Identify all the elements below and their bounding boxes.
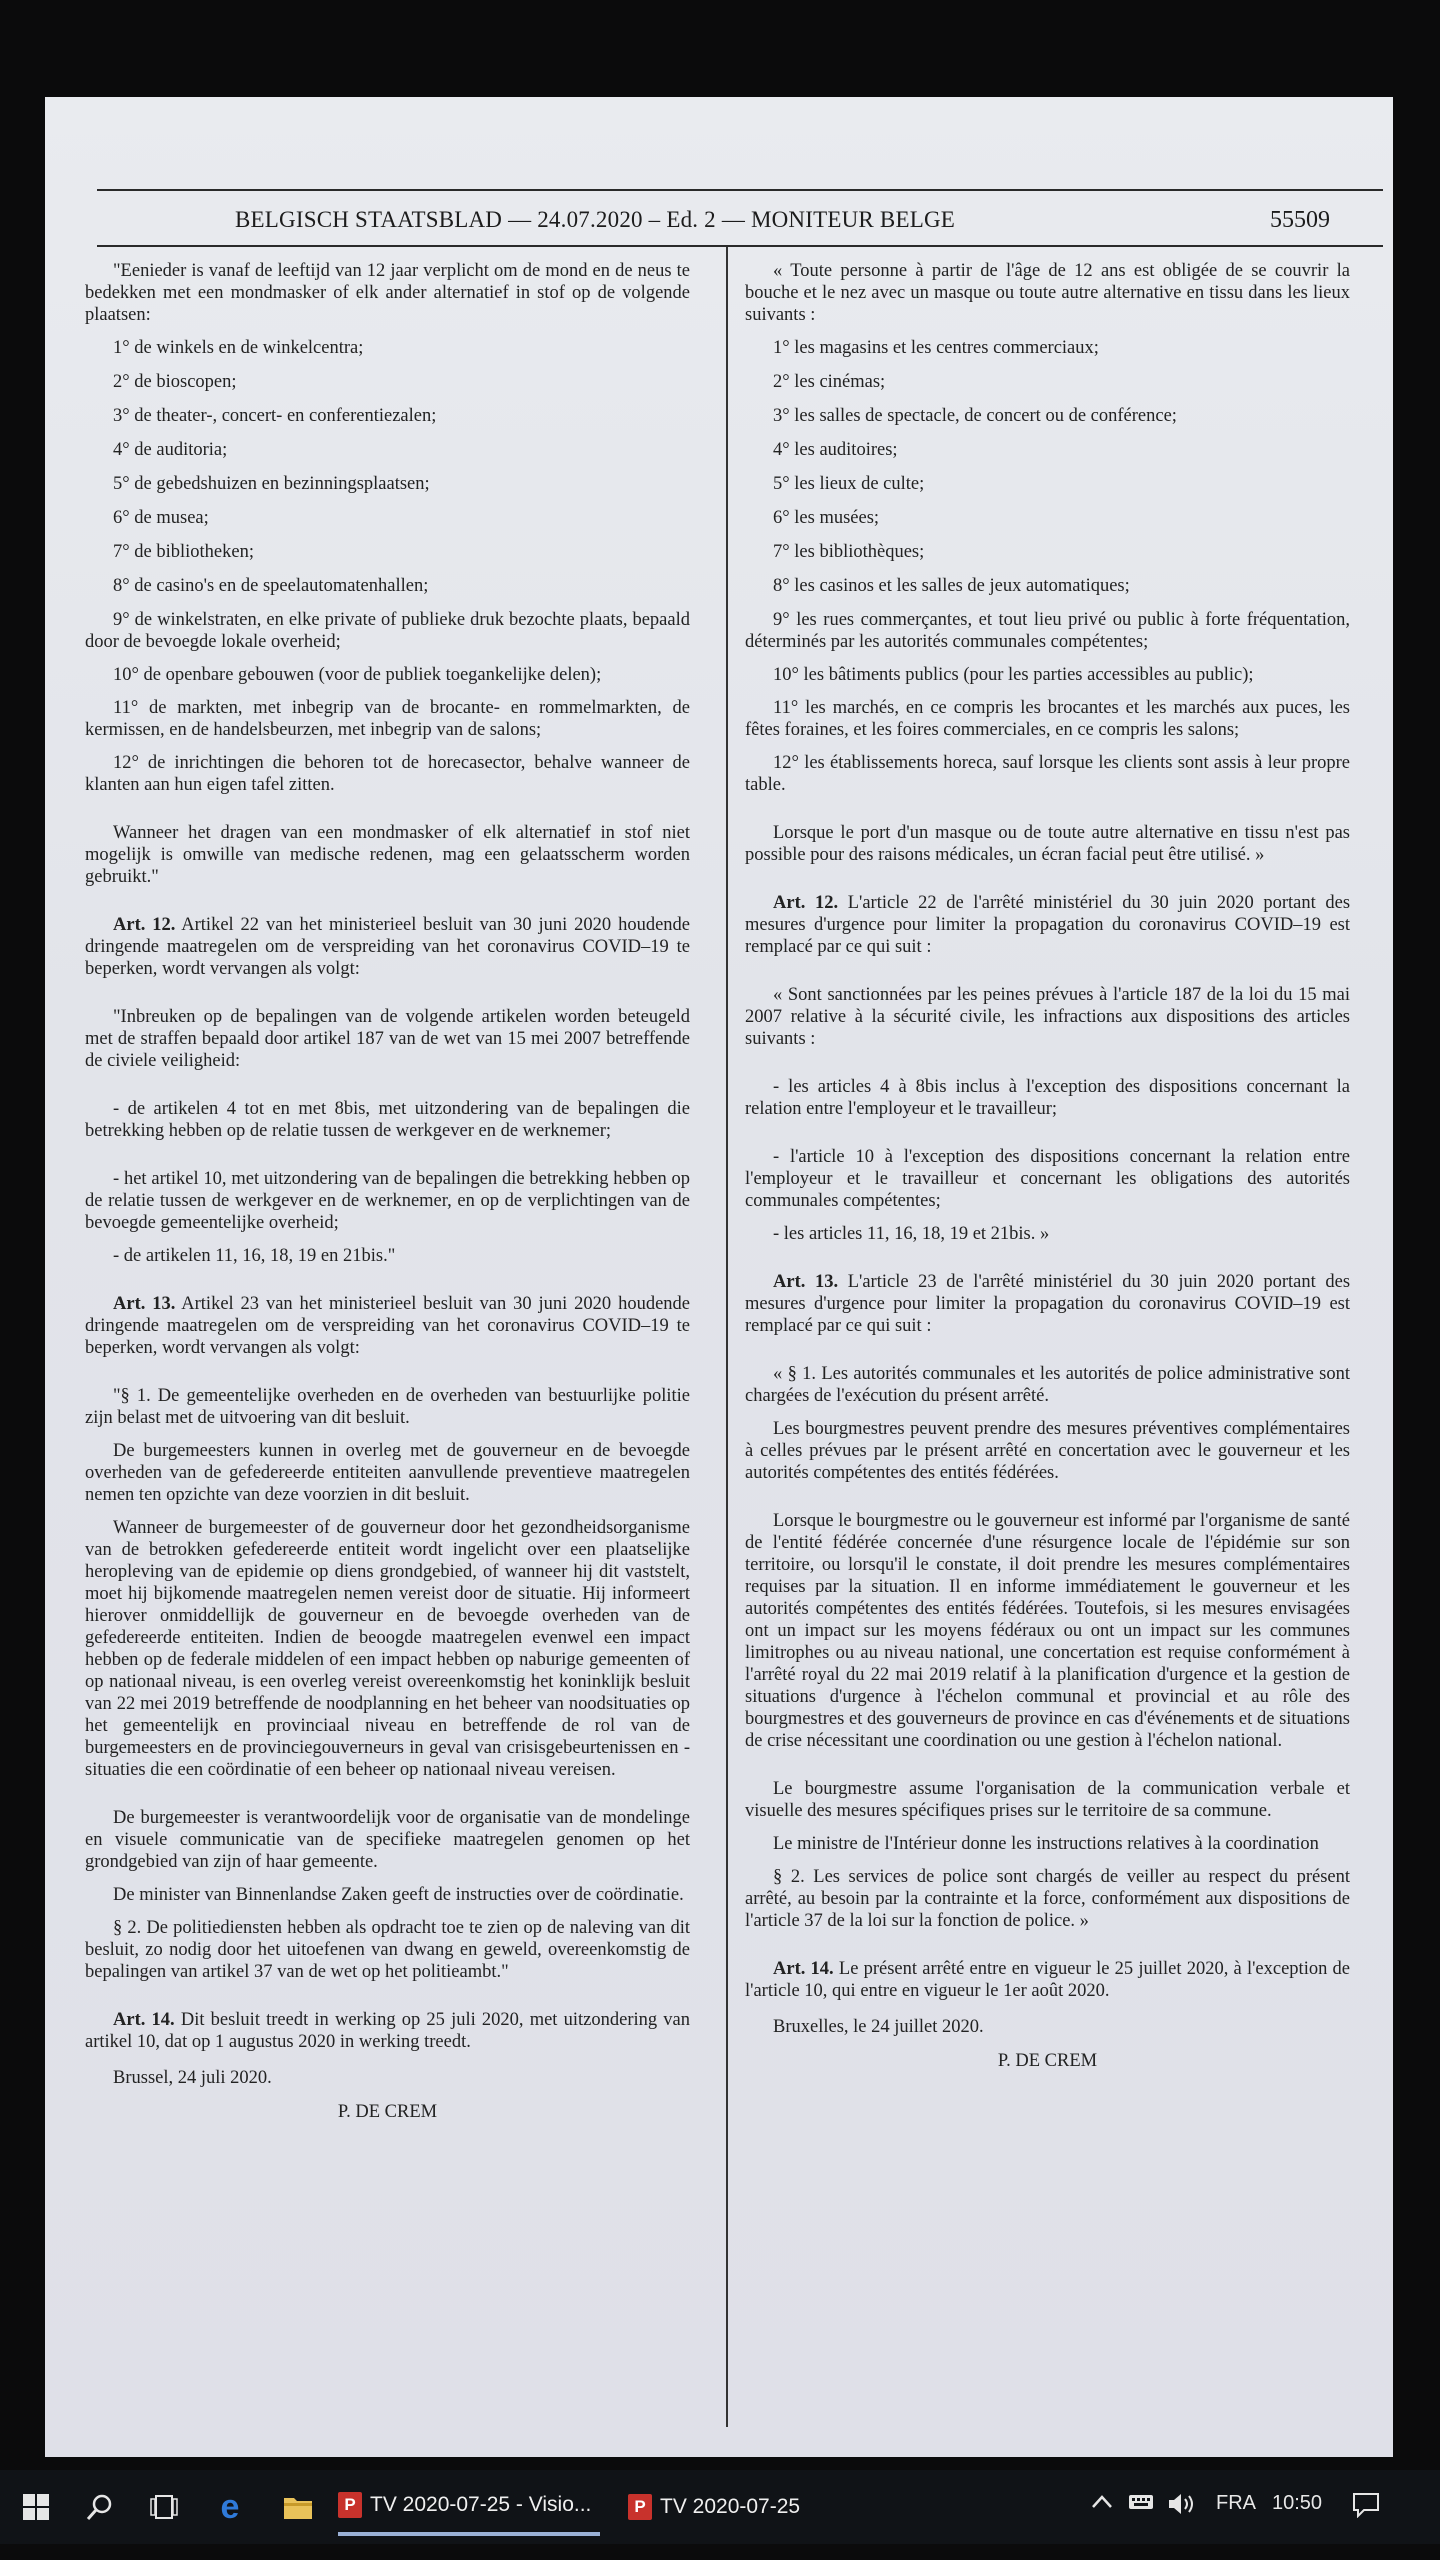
article-text: Artikel 23 van het ministerieel besluit van 30 juni 2020 houdende dringende maatregelen om de verspreiding van het coronavirus COVID–19 te beperken, wordt vervangen als volgt: bbox=[85, 1294, 691, 1358]
paragraph: Lorsque le port d'un masque ou de toute autre alternative en tissu n'est pas possible pour des raisons médicales, un écran facial peut être utilisé. » bbox=[745, 823, 1350, 865]
paragraph: Le ministre de l'Intérieur donne les instructions relatives à la coordination bbox=[773, 1834, 1319, 1854]
article-text: Artikel 22 van het ministerieel besluit van 30 juni 2020 houdende dringende maatregelen om de verspreiding van het coronavirus COVID–19 te beperken, wordt vervangen als volgt: bbox=[85, 915, 691, 979]
edge-icon[interactable]: e bbox=[220, 2487, 240, 2526]
article-paragraph bbox=[85, 914, 690, 980]
paragraph: Wanneer het dragen van een mondmasker of elk alternatief in stof niet mogelijk is omwille van medische redenen, mag een gelaatsscherm worden gebruikt." bbox=[85, 823, 690, 887]
article-text: L'article 23 de l'arrêté ministériel du 30 juin 2020 portant des mesures d'urgence pour limiter la propagation du coronavirus COVID–19 est remplacé par ce qui suit : bbox=[745, 1272, 1351, 1336]
signature: P. DE CREM bbox=[337, 2102, 438, 2122]
language-indicator[interactable]: FRA bbox=[1216, 2492, 1256, 2514]
notification-icon[interactable] bbox=[1352, 2492, 1380, 2524]
taskbar bbox=[0, 2470, 1440, 2544]
french-column bbox=[745, 260, 1350, 2083]
paragraph: Le bourgmestre assume l'organisation de la communication verbale et visuelle des mesures spécifiques prises sur le territoire de sa commune. bbox=[745, 1779, 1350, 1821]
clock[interactable]: 10:50 bbox=[1272, 2492, 1323, 2514]
list-item: 12° de inrichtingen die behoren tot de horecasector, behalve wanneer de klanten aan hun eigen tafel zitten. bbox=[85, 753, 690, 795]
paragraph: "Eenieder is vanaf de leeftijd van 12 jaar verplicht om de mond en de neus te bedekken met een mondmasker of elk ander alternatief in stof op de volgende plaatsen: bbox=[85, 261, 690, 325]
list-item: 11° de markten, met inbegrip van de brocante- en rommelmarkten, de kermissen, en de handelsbeurzen, met inbegrip van de salons; bbox=[85, 698, 690, 740]
list-item: 4° de auditoria; bbox=[113, 440, 228, 460]
list-item: 7° de bibliotheken; bbox=[113, 542, 254, 562]
pdf-icon: P bbox=[338, 2492, 362, 2518]
paragraph: - het artikel 10, met uitzondering van de bepalingen die betrekking hebben op de relatie tussen de werkgever en de werknemer, en op de verplichtingen van de bevoegde gemeentelijke overheid; bbox=[85, 1169, 690, 1233]
article-paragraph bbox=[745, 1271, 1350, 1337]
page-number: 55509 bbox=[1270, 207, 1330, 233]
paragraph: « Toute personne à partir de l'âge de 12 ans est obligée de se couvrir la bouche et le nez avec un masque ou toute autre alternative en tissu dans les lieux suivants : bbox=[745, 261, 1350, 325]
paragraph: « Sont sanctionnées par les peines prévues à l'article 187 de la loi du 15 mai 2007 relative à la sécurité civile, les infractions aux dispositions des articles suivants : bbox=[745, 985, 1350, 1049]
list-item: 5° de gebedshuizen en bezinningsplaatsen; bbox=[113, 474, 430, 494]
paragraph: De minister van Binnenlandse Zaken geeft de instructies over de coördinatie. bbox=[113, 1885, 684, 1905]
list-item: 6° les musées; bbox=[773, 508, 880, 528]
article-label: Art. 12. bbox=[773, 893, 839, 913]
article-paragraph bbox=[745, 892, 1350, 958]
taskbar-item-visio[interactable] bbox=[338, 2478, 600, 2536]
signature: P. DE CREM bbox=[997, 2051, 1098, 2071]
article-text: Dit besluit treedt in werking op 25 juli 2020, met uitzondering van artikel 10, dat op 1 augustus 2020 in werking treedt. bbox=[85, 2010, 690, 2052]
taskbar-item-tv[interactable] bbox=[628, 2478, 828, 2536]
place-date: Bruxelles, le 24 juillet 2020. bbox=[773, 2017, 984, 2037]
paragraph: Les bourgmestres peuvent prendre des mesures préventives complémentaires à celles prévues par le présent arrêté en concertation avec le gouverneur et les autorités compétentes des entités fédérées. bbox=[745, 1419, 1350, 1483]
paragraph: § 2. Les services de police sont chargés de veiller au respect du présent arrêté, au besoin par la contrainte et la force, conformément aux dispositions de l'article 37 de la loi sur la fonction de police. » bbox=[745, 1867, 1350, 1931]
article-text: Le présent arrêté entre en vigueur le 25 juillet 2020, à l'exception de l'article 10, qui entre en vigueur le 1er août 2020. bbox=[745, 1959, 1350, 2001]
speaker-icon[interactable] bbox=[1166, 2492, 1196, 2522]
keyboard-icon[interactable] bbox=[1128, 2492, 1154, 2518]
document-page bbox=[45, 97, 1393, 2457]
list-item: 10° de openbare gebouwen (voor de publiek toegankelijke delen); bbox=[113, 665, 602, 685]
list-item: 12° les établissements horeca, sauf lorsque les clients sont assis à leur propre table. bbox=[745, 753, 1350, 795]
paragraph: - les articles 4 à 8bis inclus à l'exception des dispositions concernant la relation entre l'employeur et le travailleur; bbox=[745, 1077, 1350, 1119]
file-explorer-icon[interactable] bbox=[280, 2490, 316, 2524]
paragraph: - l'article 10 à l'exception des dispositions concernant la relation entre l'employeur et le travailleur et concernant les obligations des autorités communales compétentes; bbox=[745, 1147, 1350, 1211]
article-paragraph bbox=[745, 1958, 1350, 2002]
article-paragraph bbox=[85, 2009, 690, 2053]
taskbar-item-label: TV 2020-07-25 - Visio... bbox=[370, 2493, 592, 2516]
article-label: Art. 12. bbox=[113, 915, 176, 935]
list-item: 3° de theater-, concert- en conferentiezalen; bbox=[113, 406, 437, 426]
list-item: 6° de musea; bbox=[113, 508, 209, 528]
list-item: 1° les magasins et les centres commerciaux; bbox=[773, 338, 1099, 358]
list-item: 7° les bibliothèques; bbox=[773, 542, 925, 562]
list-item: 4° les auditoires; bbox=[773, 440, 898, 460]
column-divider bbox=[726, 247, 728, 2427]
pdf-icon: P bbox=[628, 2494, 652, 2520]
article-label: Art. 13. bbox=[113, 1294, 176, 1314]
paragraph: De burgemeesters kunnen in overleg met de gouverneur en de bevoegde overheden van de gefedereerde entiteiten aanvullende preventieve maatregelen nemen ten opzichte van deze voorzien in dit besluit. bbox=[85, 1441, 690, 1505]
list-item: 2° de bioscopen; bbox=[113, 372, 237, 392]
list-item: 9° les rues commerçantes, et tout lieu privé ou public à forte fréquentation, déterminés par les autorités communales compétentes; bbox=[745, 610, 1350, 652]
paragraph: De burgemeester is verantwoordelijk voor de organisatie van de mondelinge en visuele communicatie van de specifieke maatregelen genomen op het grondgebied van zijn of haar gemeente. bbox=[85, 1808, 690, 1872]
list-item: 3° les salles de spectacle, de concert ou de conférence; bbox=[773, 406, 1177, 426]
list-item: 2° les cinémas; bbox=[773, 372, 886, 392]
header-rule bbox=[97, 189, 1383, 191]
list-item: 10° les bâtiments publics (pour les parties accessibles au public); bbox=[773, 665, 1254, 685]
header-title: BELGISCH STAATSBLAD — 24.07.2020 – Ed. 2 — MONITEUR BELGE bbox=[235, 207, 955, 232]
paragraph: - de artikelen 11, 16, 18, 19 en 21bis." bbox=[113, 1246, 396, 1266]
paragraph: - les articles 11, 16, 18, 19 et 21bis. » bbox=[773, 1224, 1050, 1244]
chevron-up-icon[interactable] bbox=[1090, 2492, 1114, 2518]
paragraph: § 2. De politiediensten hebben als opdracht toe te zien op de naleving van dit besluit, zo nodig door het uitoefenen van dwang en geweld, overeenkomstig de bepalingen van artikel 37 van de wet op het politieambt." bbox=[85, 1918, 690, 1982]
dutch-column bbox=[85, 260, 690, 2134]
paragraph: « § 1. Les autorités communales et les autorités de police administrative sont chargées de l'exécution du présent arrêté. bbox=[745, 1364, 1350, 1406]
search-icon[interactable] bbox=[82, 2490, 118, 2524]
place-date: Brussel, 24 juli 2020. bbox=[113, 2068, 272, 2088]
task-view-icon[interactable] bbox=[146, 2490, 182, 2524]
list-item: 11° les marchés, en ce compris les brocantes et les marchés aux puces, les fêtes foraines, et les foires commerciales, en ce compris les salons; bbox=[745, 698, 1350, 740]
article-paragraph bbox=[85, 1293, 690, 1359]
header-rule bbox=[97, 245, 1383, 247]
paragraph: Lorsque le bourgmestre ou le gouverneur est informé par l'organisme de santé de l'entité fédérée concernée d'une résurgence locale de l'épidémie sur son territoire, ou lorsqu'il le constate, il doit prendre les mesures complémentaires requises par la situation. Il en informe immédiatement le gouverneur et les autorités compétentes des entités fédérées. Toutefois, si les mesures envisagées ont un impact sur les moyens fédéraux ou ont un impact sur les communes limitrophes ou au niveau national, une concertation est requise conformément à l'arrêté royal du 22 mai 2019 relatif à la planification d'urgence et la gestion de situations d'urgence à l'échelon communal et provincial et au rôle des bourgmestres et des gouverneurs de province en cas d'événements et de situations de crise nécessitant une coordination ou une gestion à l'échelon national. bbox=[745, 1511, 1350, 1751]
list-item: 8° de casino's en de speelautomatenhallen; bbox=[113, 576, 429, 596]
article-label: Art. 14. bbox=[773, 1959, 834, 1979]
paragraph: Wanneer de burgemeester of de gouverneur door het gezondheidsorganisme van de betrokken gefedereerde entiteit wordt ingelicht over een plaatselijke heropleving van de epidemie op diens grondgebied, of wanneer hij dit vaststelt, moet hij bijkomende maatregelen nemen vereist door de situatie. Hij informeert hierover onmiddellijk de gouverneur en de bevoegde overheden van de gefedereerde entiteiten. Indien de beoogde maatregelen evenwel een impact hebben op de federale middelen of een impact hebben op naburige gemeenten of op nationaal niveau, is een overleg vereist overeenkomstig het koninklijk besluit van 22 mei 2019 betreffende de noodplanning en het beheer van noodsituaties op het gemeentelijk en provinciaal niveau en betreffende de rol van de burgemeesters en de provinciegouverneurs in geval van crisisgebeurtenissen en -situaties die een coördinatie of een beheer op nationaal niveau vereisen. bbox=[85, 1518, 690, 1780]
paragraph: "Inbreuken op de bepalingen van de volgende artikelen worden beteugeld met de straffen bepaald door artikel 187 van de wet van 15 mei 2007 betreffende de civiele veiligheid: bbox=[85, 1007, 690, 1071]
paragraph: - de artikelen 4 tot en met 8bis, met uitzondering van de bepalingen die betrekking hebben op de relatie tussen de werkgever en de werknemer; bbox=[85, 1099, 690, 1141]
taskbar-item-label: TV 2020-07-25 bbox=[660, 2495, 801, 2518]
list-item: 5° les lieux de culte; bbox=[773, 474, 925, 494]
article-label: Art. 14. bbox=[113, 2010, 175, 2030]
list-item: 9° de winkelstraten, en elke private of publieke druk bezochte plaats, bepaald door de bevoegde lokale overheid; bbox=[85, 610, 690, 652]
article-label: Art. 13. bbox=[773, 1272, 839, 1292]
paragraph: "§ 1. De gemeentelijke overheden en de overheden van bestuurlijke politie zijn belast met de uitvoering van dit besluit. bbox=[85, 1386, 690, 1428]
list-item: 1° de winkels en de winkelcentra; bbox=[113, 338, 364, 358]
article-text: L'article 22 de l'arrêté ministériel du 30 juin 2020 portant des mesures d'urgence pour limiter la propagation du coronavirus COVID–19 est remplacé par ce qui suit : bbox=[745, 893, 1351, 957]
list-item: 8° les casinos et les salles de jeux automatiques; bbox=[773, 576, 1130, 596]
windows-start-icon[interactable] bbox=[18, 2490, 54, 2524]
